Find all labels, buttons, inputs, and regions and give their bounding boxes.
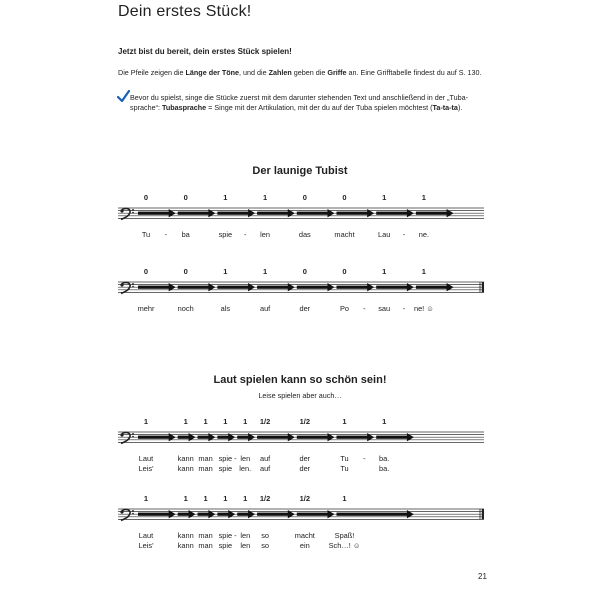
hyphen: -: [244, 230, 247, 239]
fingering-number: 1/2: [259, 494, 271, 503]
fingering-number: 1: [223, 417, 228, 426]
fingering-number: 1: [342, 417, 347, 426]
fingering-number: 1: [382, 417, 387, 426]
lyric-syllable: Laut: [138, 531, 154, 540]
lyric-syllable: der: [299, 464, 311, 473]
hyphen: -: [402, 304, 406, 313]
lyric-syllable: Tu: [340, 454, 349, 463]
fingering-number: 0: [183, 193, 188, 202]
lyric-syllable: Laut: [138, 454, 154, 463]
fingering-number: 1: [263, 267, 268, 276]
fingering-number: 0: [342, 267, 347, 276]
lyric-syllable: Sch…! ☺: [328, 541, 361, 550]
lyric-syllable: kann: [177, 454, 194, 463]
lyric-syllable: Leis': [138, 541, 154, 550]
fingering-number: 1: [421, 193, 426, 202]
piece-subtitle: Leise spielen aber auch…: [258, 391, 342, 400]
lyric-syllable: mehr: [137, 304, 155, 313]
fingering-number: 1/2: [299, 417, 311, 426]
fingering-number: 1: [223, 494, 228, 503]
fingering-number: 1: [421, 267, 426, 276]
fingering-number: 0: [342, 193, 347, 202]
piece-title: Laut spielen kann so schön sein!: [213, 374, 387, 386]
fingering-number: 0: [143, 267, 149, 276]
lyric-syllable: so: [261, 531, 269, 540]
fingering-number: 1: [183, 417, 188, 426]
lyric-syllable: kann: [177, 541, 194, 550]
lyric-syllable: man: [198, 531, 213, 540]
piece-title: Der launige Tubist: [252, 165, 348, 177]
lyric-syllable: len: [240, 541, 251, 550]
fingering-number: 1/2: [299, 494, 311, 503]
lyric-syllable: ba.: [379, 464, 390, 473]
lyric-syllable: len.: [239, 464, 252, 473]
page-number: 21: [478, 572, 487, 581]
fingering-number: 0: [302, 267, 307, 276]
lyric-syllable: auf: [259, 454, 271, 463]
lyric-syllable: len: [240, 454, 251, 463]
lyric-syllable: als: [220, 304, 231, 313]
lyric-syllable: Tu: [141, 230, 151, 239]
fingering-number: 0: [143, 193, 149, 202]
intro-paragraph: Die Pfeile zeigen die Länge der Töne, und die Zahlen geben die Griffe an. Eine Grifftabelle findest du auf S. 130.: [118, 68, 482, 77]
lyric-syllable: ba.: [379, 454, 390, 463]
lyric-syllable: Po: [339, 304, 350, 313]
lyric-syllable: so: [261, 541, 269, 550]
lyric-syllable: len: [240, 531, 251, 540]
lyric-syllable: auf: [259, 304, 271, 313]
lyric-syllable: man: [198, 464, 213, 473]
fingering-number: 1: [263, 193, 268, 202]
hyphen: -: [363, 304, 366, 313]
tip-text: Bevor du spielst, singe die Stücke zuerst mit dem darunter stehenden Text und anschließend in der „Tuba- sprache“: Tubasprache = Singe mit der Artikulation, mit der du auf der Tuba spielen möchtest (Ta-ta-ta).: [130, 93, 468, 112]
lyric-syllable: ein: [299, 541, 310, 550]
fingering-number: 1: [223, 193, 228, 202]
lyric-syllable: das: [298, 230, 311, 239]
lyric-syllable: Tu: [340, 464, 349, 473]
hyphen: -: [234, 531, 237, 540]
lyric-syllable: Spaß!: [334, 531, 355, 540]
fingering-number: 1: [342, 494, 347, 503]
fingering-number: 1/2: [259, 417, 271, 426]
fingering-number: 1: [243, 417, 248, 426]
lyric-syllable: ne! ☺: [413, 304, 434, 313]
lyric-syllable: der: [299, 454, 311, 463]
lyric-syllable: kann: [177, 531, 194, 540]
lyric-syllable: sau: [378, 304, 391, 313]
lyric-syllable: auf: [259, 464, 271, 473]
hyphen: -: [363, 454, 366, 463]
lyric-syllable: ba: [181, 230, 190, 239]
fingering-number: 1: [223, 267, 228, 276]
hyphen: -: [164, 230, 168, 239]
lyric-syllable: len: [260, 230, 271, 239]
fingering-number: 1: [143, 417, 149, 426]
fingering-number: 0: [302, 193, 307, 202]
lyric-syllable: spie: [218, 531, 233, 540]
lyric-syllable: spie: [218, 541, 233, 550]
lyric-syllable: noch: [177, 304, 194, 313]
fingering-number: 1: [203, 494, 208, 503]
bass-clef-icon: [120, 509, 134, 520]
lyric-syllable: spie: [218, 464, 233, 473]
fingering-number: 1: [382, 267, 387, 276]
fingering-number: 1: [382, 193, 387, 202]
lyric-syllable: Leis': [138, 464, 154, 473]
lead-sentence: Jetzt bist du bereit, dein erstes Stück spielen!: [118, 47, 292, 56]
hyphen: -: [234, 454, 237, 463]
lyric-syllable: spie: [218, 454, 233, 463]
lyric-syllable: spie: [218, 230, 233, 239]
lyric-syllable: kann: [177, 464, 194, 473]
fingering-number: 1: [143, 494, 149, 503]
lyric-syllable: ne.: [418, 230, 430, 239]
fingering-number: 1: [183, 494, 188, 503]
fingering-number: 1: [203, 417, 208, 426]
hyphen: -: [402, 230, 406, 239]
barline-thick: [482, 509, 484, 519]
page-heading: Dein erstes Stück!: [118, 3, 252, 20]
lyric-syllable: macht: [294, 531, 315, 540]
lyric-syllable: der: [299, 304, 311, 313]
lyric-syllable: man: [198, 541, 213, 550]
fingering-number: 0: [183, 267, 188, 276]
lyric-syllable: Lau: [378, 230, 391, 239]
lyric-syllable: man: [198, 454, 213, 463]
fingering-number: 1: [243, 494, 248, 503]
lyric-syllable: macht: [334, 230, 355, 239]
